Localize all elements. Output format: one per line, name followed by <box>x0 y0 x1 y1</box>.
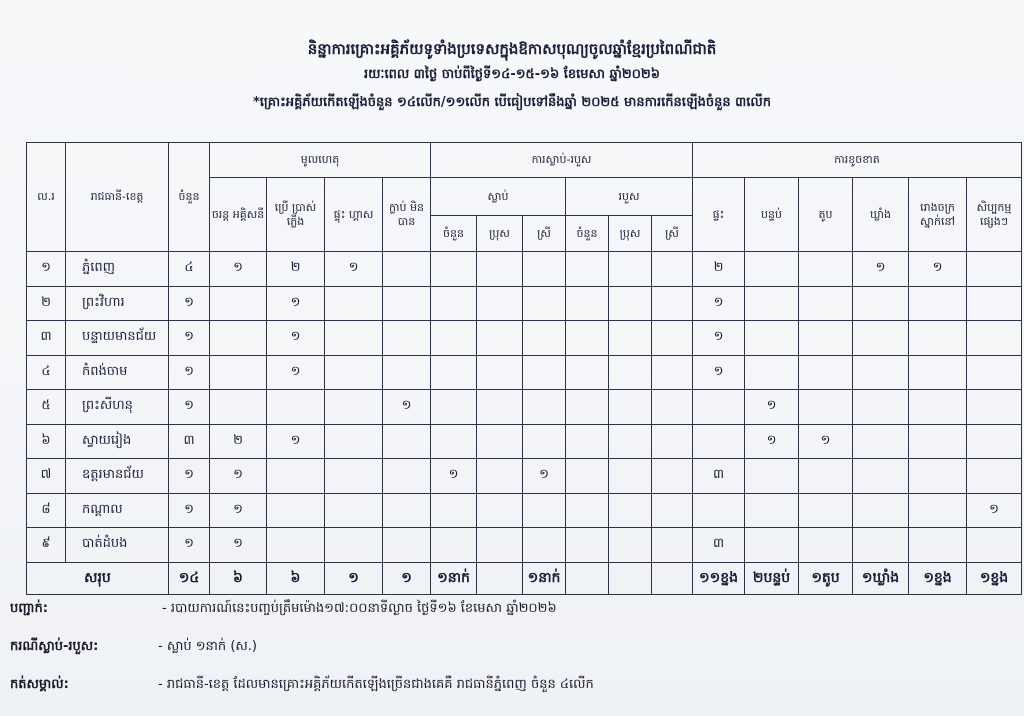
dead-female: ១ <box>523 459 566 494</box>
damage-room <box>745 528 799 563</box>
note-confirmation-text: - របាយការណ៍នេះបញ្ចប់ត្រឹមម៉ោង១៧:០០នាទីល្ងាច ថ្ងៃទី១៦ ខែមេសា ឆ្នាំ២០២៦ <box>162 601 557 616</box>
injured-male <box>609 321 652 356</box>
table-row <box>27 390 1022 425</box>
damage-handicraft <box>967 252 1022 287</box>
dead-male <box>477 493 523 528</box>
row-count: ១ <box>169 390 210 425</box>
cause-unknown <box>383 321 431 356</box>
row-province: ព្រះសីហនុ <box>66 390 169 425</box>
injured-count <box>566 424 609 459</box>
injured-male <box>609 286 652 321</box>
damage-handicraft: ១ <box>967 493 1022 528</box>
cause-fire-use <box>267 493 325 528</box>
dead-male <box>477 390 523 425</box>
damage-kiosk <box>799 390 853 425</box>
row-no: ៥ <box>27 390 66 425</box>
row-no: ៨ <box>27 493 66 528</box>
damage-handicraft <box>967 286 1022 321</box>
total-damage-kiosk: ១តូប <box>799 562 853 594</box>
header-dead-female: ស្រី <box>523 216 566 252</box>
damage-warehouse <box>853 321 909 356</box>
injured-female <box>652 424 693 459</box>
row-province: ស្វាយរៀង <box>66 424 169 459</box>
cause-unknown <box>383 355 431 390</box>
cause-fire-use: ១ <box>267 286 325 321</box>
dead-count <box>431 252 477 287</box>
dead-male <box>477 528 523 563</box>
header-damage-factory: រោងចក្រ ស្នាក់នៅ <box>909 178 967 252</box>
injured-female <box>652 252 693 287</box>
injured-female <box>652 459 693 494</box>
injured-female <box>652 355 693 390</box>
total-dead-count: ១នាក់ <box>431 562 477 594</box>
injured-female <box>652 528 693 563</box>
header-province: រាជធានី-ខេត្ត <box>66 143 169 252</box>
cause-unknown <box>383 459 431 494</box>
damage-warehouse <box>853 424 909 459</box>
cause-fire-use <box>267 528 325 563</box>
row-count: ៤ <box>169 252 210 287</box>
note-confirmation-label: បញ្ជាក់: <box>10 601 48 616</box>
total-cause-unknown: ១ <box>383 562 431 594</box>
injured-male <box>609 528 652 563</box>
dead-count <box>431 355 477 390</box>
total-dead-female: ១នាក់ <box>523 562 566 594</box>
dead-female <box>523 321 566 356</box>
cause-electric <box>210 390 267 425</box>
injured-female <box>652 321 693 356</box>
damage-warehouse <box>853 528 909 563</box>
total-cause-explosion: ១ <box>325 562 383 594</box>
header-damage-group: ការខូចខាត <box>693 143 1022 178</box>
damage-kiosk <box>799 493 853 528</box>
injured-male <box>609 355 652 390</box>
injured-count <box>566 321 609 356</box>
report-period: រយៈពេល ៣ថ្ងៃ ចាប់ពីថ្ងៃទី១៤-១៥-១៦ ខែមេសា ឆ្នាំ២០២៦ <box>364 67 660 82</box>
row-count: ១ <box>169 493 210 528</box>
cause-unknown <box>383 528 431 563</box>
cause-unknown <box>383 252 431 287</box>
dead-count <box>431 390 477 425</box>
cause-fire-use: ១ <box>267 321 325 356</box>
cause-fire-use: ១ <box>267 355 325 390</box>
note-casualty <box>10 638 257 657</box>
damage-warehouse: ១ <box>853 252 909 287</box>
cause-explosion <box>325 286 383 321</box>
dead-male <box>477 459 523 494</box>
cause-electric: ១ <box>210 252 267 287</box>
damage-handicraft <box>967 321 1022 356</box>
total-damage-room: ២បន្ទប់ <box>745 562 799 594</box>
damage-factory: ១ <box>909 252 967 287</box>
damage-kiosk <box>799 321 853 356</box>
dead-male <box>477 355 523 390</box>
note-confirmation <box>10 600 557 619</box>
cause-explosion <box>325 321 383 356</box>
cause-unknown <box>383 424 431 459</box>
header-casualty-group: ការស្លាប់-របួស <box>431 143 693 178</box>
damage-factory <box>909 355 967 390</box>
damage-factory <box>909 424 967 459</box>
damage-house: ១ <box>693 286 745 321</box>
injured-female <box>652 390 693 425</box>
cause-explosion <box>325 390 383 425</box>
total-damage-house: ១១ខ្នង <box>693 562 745 594</box>
header-injured-female: ស្រី <box>652 216 693 252</box>
dead-female <box>523 252 566 287</box>
header-cause-group: មូលហេតុ <box>210 143 431 178</box>
header-cause-electric: ចរន្ត អគ្គិសនី <box>210 178 267 252</box>
damage-kiosk <box>799 252 853 287</box>
table-row <box>27 321 1022 356</box>
injured-count <box>566 493 609 528</box>
dead-male <box>477 321 523 356</box>
cause-electric <box>210 286 267 321</box>
damage-factory <box>909 390 967 425</box>
total-damage-warehouse: ១ឃ្លាំង <box>853 562 909 594</box>
damage-handicraft <box>967 390 1022 425</box>
damage-factory <box>909 286 967 321</box>
header-damage-room: បន្ទប់ <box>745 178 799 252</box>
injured-male <box>609 459 652 494</box>
damage-kiosk: ១ <box>799 424 853 459</box>
total-damage-handicraft: ១ខ្នង <box>967 562 1022 594</box>
note-casualty-label: ករណីស្លាប់-របួស: <box>10 639 99 654</box>
total-cause-fire-use: ៦ <box>267 562 325 594</box>
dead-female <box>523 528 566 563</box>
damage-house: ២ <box>693 252 745 287</box>
row-no: ៤ <box>27 355 66 390</box>
dead-male <box>477 286 523 321</box>
injured-count <box>566 286 609 321</box>
dead-female <box>523 390 566 425</box>
table-row <box>27 493 1022 528</box>
dead-count <box>431 528 477 563</box>
damage-warehouse <box>853 355 909 390</box>
note-remark-label: កត់សម្គាល់: <box>10 677 69 692</box>
injured-count <box>566 528 609 563</box>
damage-kiosk <box>799 528 853 563</box>
dead-female <box>523 355 566 390</box>
header-damage-kiosk: តូប <box>799 178 853 252</box>
cause-explosion: ១ <box>325 252 383 287</box>
row-count: ១ <box>169 355 210 390</box>
cause-electric: ២ <box>210 424 267 459</box>
report-comparison: *គ្រោះអគ្គិភ័យកើតឡើងចំនួន ១៤លើក/១១លើក បើធៀបទៅនឹងឆ្នាំ ២០២៥ មានការកើនឡើងចំនួន ៣លើក <box>253 95 771 110</box>
cause-unknown <box>383 493 431 528</box>
header-damage-house: ផ្ទះ <box>693 178 745 252</box>
row-province: បន្ទាយមានជ័យ <box>66 321 169 356</box>
damage-handicraft <box>967 459 1022 494</box>
dead-female <box>523 286 566 321</box>
table-body <box>27 252 1022 595</box>
damage-warehouse <box>853 286 909 321</box>
damage-factory <box>909 493 967 528</box>
cause-electric: ១ <box>210 528 267 563</box>
cause-fire-use: ១ <box>267 424 325 459</box>
row-province: កំពង់ចាម <box>66 355 169 390</box>
row-count: ១ <box>169 528 210 563</box>
row-province: ភ្នំពេញ <box>66 252 169 287</box>
damage-house <box>693 493 745 528</box>
dead-female <box>523 493 566 528</box>
damage-warehouse <box>853 493 909 528</box>
cause-explosion <box>325 493 383 528</box>
header-damage-handicraft: សិប្បកម្ម ផ្សេងៗ <box>967 178 1022 252</box>
damage-kiosk <box>799 286 853 321</box>
row-count: ៣ <box>169 424 210 459</box>
total-label: សរុប <box>27 562 169 594</box>
note-remark <box>10 676 594 695</box>
dead-count: ១ <box>431 459 477 494</box>
cause-fire-use <box>267 390 325 425</box>
cause-electric <box>210 321 267 356</box>
damage-room <box>745 493 799 528</box>
cause-explosion <box>325 459 383 494</box>
header-injured-count: ចំនួន <box>566 216 609 252</box>
cause-fire-use <box>267 459 325 494</box>
damage-room <box>745 355 799 390</box>
damage-room: ១ <box>745 390 799 425</box>
damage-room <box>745 286 799 321</box>
row-no: ១ <box>27 252 66 287</box>
header-damage-warehouse: ឃ្លាំង <box>853 178 909 252</box>
cause-electric: ១ <box>210 493 267 528</box>
row-count: ១ <box>169 286 210 321</box>
injured-female <box>652 286 693 321</box>
damage-factory <box>909 459 967 494</box>
damage-factory <box>909 321 967 356</box>
header-count: ចំនួន <box>169 143 210 252</box>
row-no: ៩ <box>27 528 66 563</box>
note-remark-text: - រាជធានី-ខេត្ត ដែលមានគ្រោះអគ្គិភ័យកើតឡើងច្រើនជាងគេគឺ រាជធានីភ្នំពេញ ចំនួន ៤លើក <box>158 677 594 692</box>
cause-electric: ១ <box>210 459 267 494</box>
row-count: ១ <box>169 321 210 356</box>
injured-male <box>609 252 652 287</box>
dead-count <box>431 321 477 356</box>
total-injured-female <box>652 562 693 594</box>
cause-fire-use: ២ <box>267 252 325 287</box>
injured-male <box>609 390 652 425</box>
table-row <box>27 252 1022 287</box>
cause-unknown: ១ <box>383 390 431 425</box>
report-title: និន្នាការគ្រោះអគ្គិភ័យទូទាំងប្រទេសក្នុងឱកាសបុណ្យចូលឆ្នាំខ្មែរប្រពៃណីជាតិ <box>307 40 717 58</box>
row-province: កណ្តាល <box>66 493 169 528</box>
injured-male <box>609 424 652 459</box>
injured-female <box>652 493 693 528</box>
damage-handicraft <box>967 424 1022 459</box>
injured-count <box>566 252 609 287</box>
total-cause-electric: ៦ <box>210 562 267 594</box>
damage-house <box>693 390 745 425</box>
total-injured-male <box>609 562 652 594</box>
damage-house: ១ <box>693 321 745 356</box>
row-no: ៧ <box>27 459 66 494</box>
row-province: បាត់ដំបង <box>66 528 169 563</box>
row-province: ព្រះវិហារ <box>66 286 169 321</box>
table-row <box>27 459 1022 494</box>
table-row <box>27 424 1022 459</box>
header-cause-unknown: ក្លាប់ មិនបាន <box>383 178 431 252</box>
damage-warehouse <box>853 459 909 494</box>
damage-house: ១ <box>693 355 745 390</box>
header-no: ល.រ <box>27 143 66 252</box>
total-dead-male <box>477 562 523 594</box>
total-injured-count <box>566 562 609 594</box>
damage-warehouse <box>853 390 909 425</box>
damage-house: ៣ <box>693 528 745 563</box>
cause-explosion <box>325 528 383 563</box>
total-row <box>27 562 1022 594</box>
damage-factory <box>909 528 967 563</box>
damage-room <box>745 252 799 287</box>
dead-count <box>431 424 477 459</box>
row-count: ១ <box>169 459 210 494</box>
damage-handicraft <box>967 355 1022 390</box>
table-row <box>27 286 1022 321</box>
header-injured-male: ប្រុស <box>609 216 652 252</box>
damage-kiosk <box>799 355 853 390</box>
row-no: ២ <box>27 286 66 321</box>
note-casualty-text: - ស្លាប់ ១នាក់ (ស.) <box>158 639 257 654</box>
dead-female <box>523 424 566 459</box>
fire-statistics-table <box>26 142 1022 595</box>
dead-male <box>477 252 523 287</box>
row-province: ឧត្តរមានជ័យ <box>66 459 169 494</box>
cause-explosion <box>325 424 383 459</box>
injured-count <box>566 459 609 494</box>
damage-kiosk <box>799 459 853 494</box>
header-cause-fire-use: ប្រើ ប្រាស់ភ្លើង <box>267 178 325 252</box>
injured-count <box>566 355 609 390</box>
cause-electric <box>210 355 267 390</box>
cause-explosion <box>325 355 383 390</box>
cause-unknown <box>383 286 431 321</box>
header-cause-explosion: ផ្ទុះ ហ្គាស <box>325 178 383 252</box>
header-dead-group: ស្លាប់ <box>431 178 566 216</box>
dead-male <box>477 424 523 459</box>
dead-count <box>431 286 477 321</box>
row-no: ៣ <box>27 321 66 356</box>
total-count: ១៤ <box>169 562 210 594</box>
damage-house <box>693 424 745 459</box>
injured-male <box>609 493 652 528</box>
header-injured-group: របួស <box>566 178 693 216</box>
injured-count <box>566 390 609 425</box>
damage-house: ៣ <box>693 459 745 494</box>
row-no: ៦ <box>27 424 66 459</box>
table-row <box>27 528 1022 563</box>
dead-count <box>431 493 477 528</box>
damage-room <box>745 459 799 494</box>
header-dead-male: ប្រុស <box>477 216 523 252</box>
header-dead-count: ចំនួន <box>431 216 477 252</box>
damage-room <box>745 321 799 356</box>
damage-handicraft <box>967 528 1022 563</box>
total-damage-factory: ១ខ្នង <box>909 562 967 594</box>
damage-room: ១ <box>745 424 799 459</box>
table-row <box>27 355 1022 390</box>
